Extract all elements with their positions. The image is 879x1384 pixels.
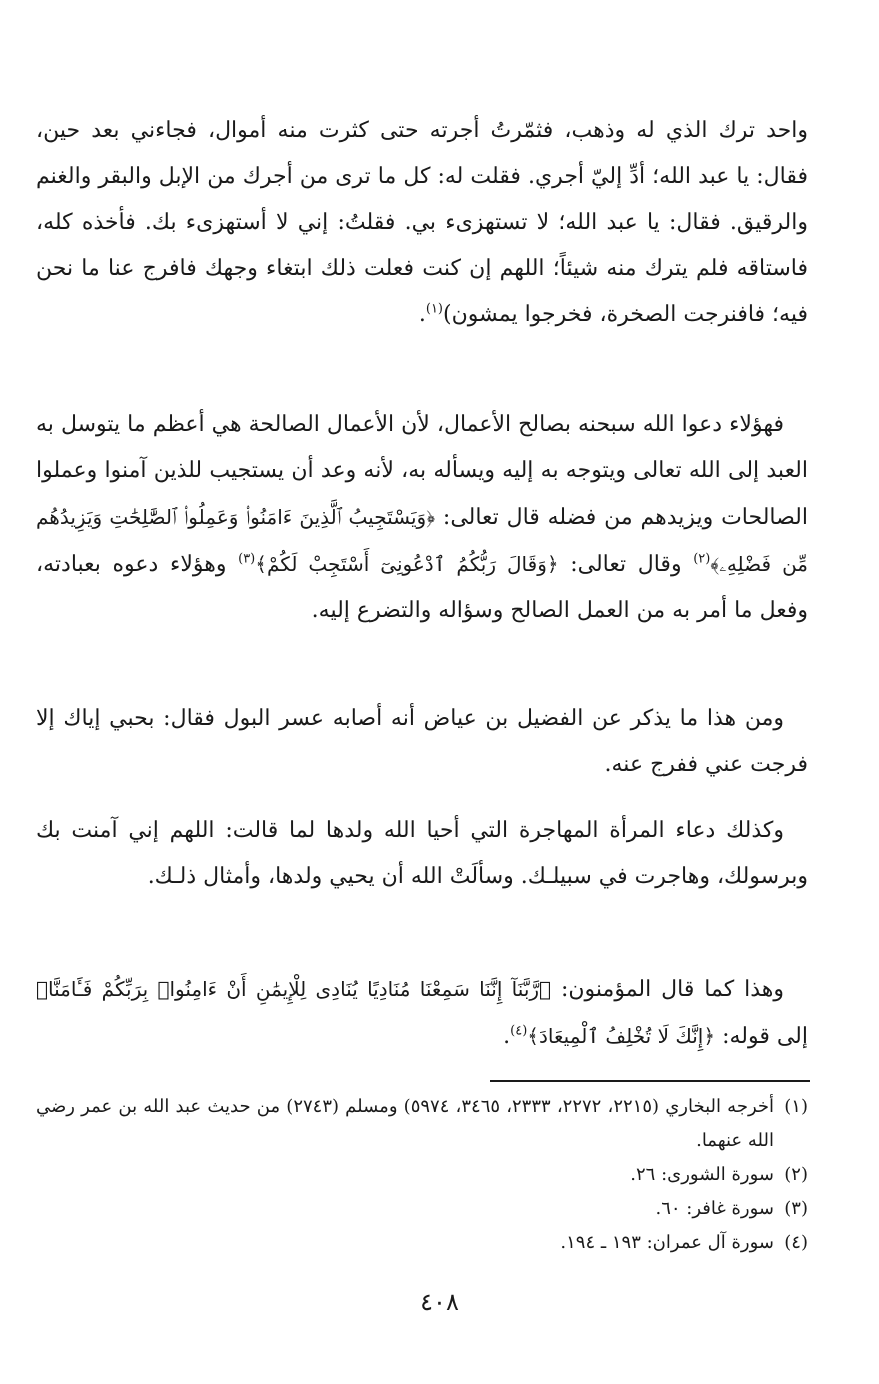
footnote-number: (٤)	[784, 1232, 808, 1253]
footnote-text: سورة الشورى: ٢٦.	[630, 1164, 774, 1185]
footnote-text: سورة آل عمران: ١٩٣ ـ ١٩٤.	[560, 1232, 774, 1253]
paragraph-3	[36, 696, 808, 788]
paragraph-5	[36, 966, 808, 1060]
quran-verse-2: ﴿وَقَالَ رَبُّكُمُ ٱدْعُونِىٓ أَسْتَجِبْ لَكُمْ﴾	[255, 552, 559, 576]
paragraph-2-text-c: وهؤلاء دعوه بعبادته، وفعل ما أمر به من العمل الصالح وسؤاله والتضرع إليه.	[36, 552, 808, 623]
footnote-4	[36, 1226, 808, 1260]
paragraph-4-text: وكذلك دعاء المرأة المهاجرة التي أحيا الله ولدها لما قالت: اللهم إني آمنت بك وبرسولك، وهاجرت في سبيلـك. وسألَتْ الله أن يحيي ولدها، وأمثال ذلـك.	[36, 818, 808, 889]
footnote-ref-3[interactable]: (٣)	[238, 551, 256, 567]
paragraph-5-text-a: وهذا كما قال المؤمنون:	[560, 977, 784, 1002]
footnote-ref-2[interactable]: (٢)	[693, 551, 711, 567]
footnote-2	[36, 1158, 808, 1192]
footnote-divider	[490, 1080, 810, 1082]
footnote-number: (١)	[784, 1096, 808, 1117]
footnote-3	[36, 1192, 808, 1226]
paragraph-5-text-b: إلى قوله:	[722, 1024, 808, 1049]
paragraph-1-end: .	[418, 302, 426, 327]
quran-verse-3: ﴿رَّبَّنَآ إِنَّنَا سَمِعْنَا مُنَادِيًا يُنَادِى لِلْإِيمَٰنِ أَنْ ءَامِنُوا۟ بِرَبِّكُمْ فَـَٔامَنَّا﴾	[36, 977, 552, 1001]
paragraph-2-text-a: فهؤلاء دعوا الله سبحنه بصالح الأعمال، لأن الأعمال الصالحة هي أعظم ما يتوسل به العبد إلى الله تعالى ويتوجه به إليه ويسأله به، لأنه وعد أن يستجيب للذين آمنوا وعملوا الصالحات ويزيدهم من فضله قال تعالى:	[36, 412, 808, 530]
footnote-1	[36, 1090, 808, 1158]
footnote-text: أخرجه البخاري (٢٢١٥، ٢٢٧٢، ٢٣٣٣، ٣٤٦٥، ٥٩٧٤) ومسلم (٢٧٤٣) من حديث عبد الله بن عمر رضي الله عنهما.	[36, 1096, 775, 1151]
paragraph-1	[36, 108, 808, 338]
footnotes-section	[36, 1090, 808, 1260]
paragraph-3-text: ومن هذا ما يذكر عن الفضيل بن عياض أنه أصابه عسر البول فقال: بحبي إياك إلا فرجت عني ففرج عنه.	[36, 706, 808, 777]
paragraph-2	[36, 402, 808, 634]
page-number: ٤٠٨	[420, 1288, 459, 1316]
footnote-number: (٢)	[784, 1164, 808, 1185]
quran-verse-1: ﴿وَيَسْتَجِيبُ ٱلَّذِينَ ءَامَنُوا۟ وَعَمِلُوا۟ ٱلصَّٰلِحَٰتِ وَيَزِيدُهُم مِّن فَضْلِهِۦ﴾	[36, 505, 809, 576]
footnote-text: سورة غافر: ٦٠.	[655, 1198, 774, 1219]
paragraph-4	[36, 808, 808, 900]
footnote-ref-4[interactable]: (٤)	[510, 1023, 528, 1039]
quran-verse-4: ﴿إِنَّكَ لَا تُخْلِفُ ٱلْمِيعَادَ﴾	[527, 1024, 716, 1048]
footnote-number: (٣)	[784, 1198, 808, 1219]
paragraph-2-text-b: وقال تعالى:	[570, 552, 682, 577]
footnote-ref-1[interactable]: (١)	[425, 301, 443, 317]
paragraph-5-end: .	[503, 1024, 511, 1049]
paragraph-1-text: واحد ترك الذي له وذهب، فثمّرتُ أجرته حتى كثرت منه أموال، فجاءني بعد حين، فقال: يا عبد الله؛ أدِّ إليّ أجري. فقلت له: كل ما ترى من أجرك من الإبل والبقر والغنم والرقيق. فقال: يا عبد الله؛ لا تستهزىء بي. فقلتُ: إني لا أستهزىء بك. فأخذه كله، فاستاقه فلم يترك منه شيئاً؛ اللهم إن كنت فعلت ذلك ابتغاء وجهك فافرج عنا ما نحن فيه؛ فافنرجت الصخرة، فخرجوا يمشون)	[36, 118, 808, 327]
